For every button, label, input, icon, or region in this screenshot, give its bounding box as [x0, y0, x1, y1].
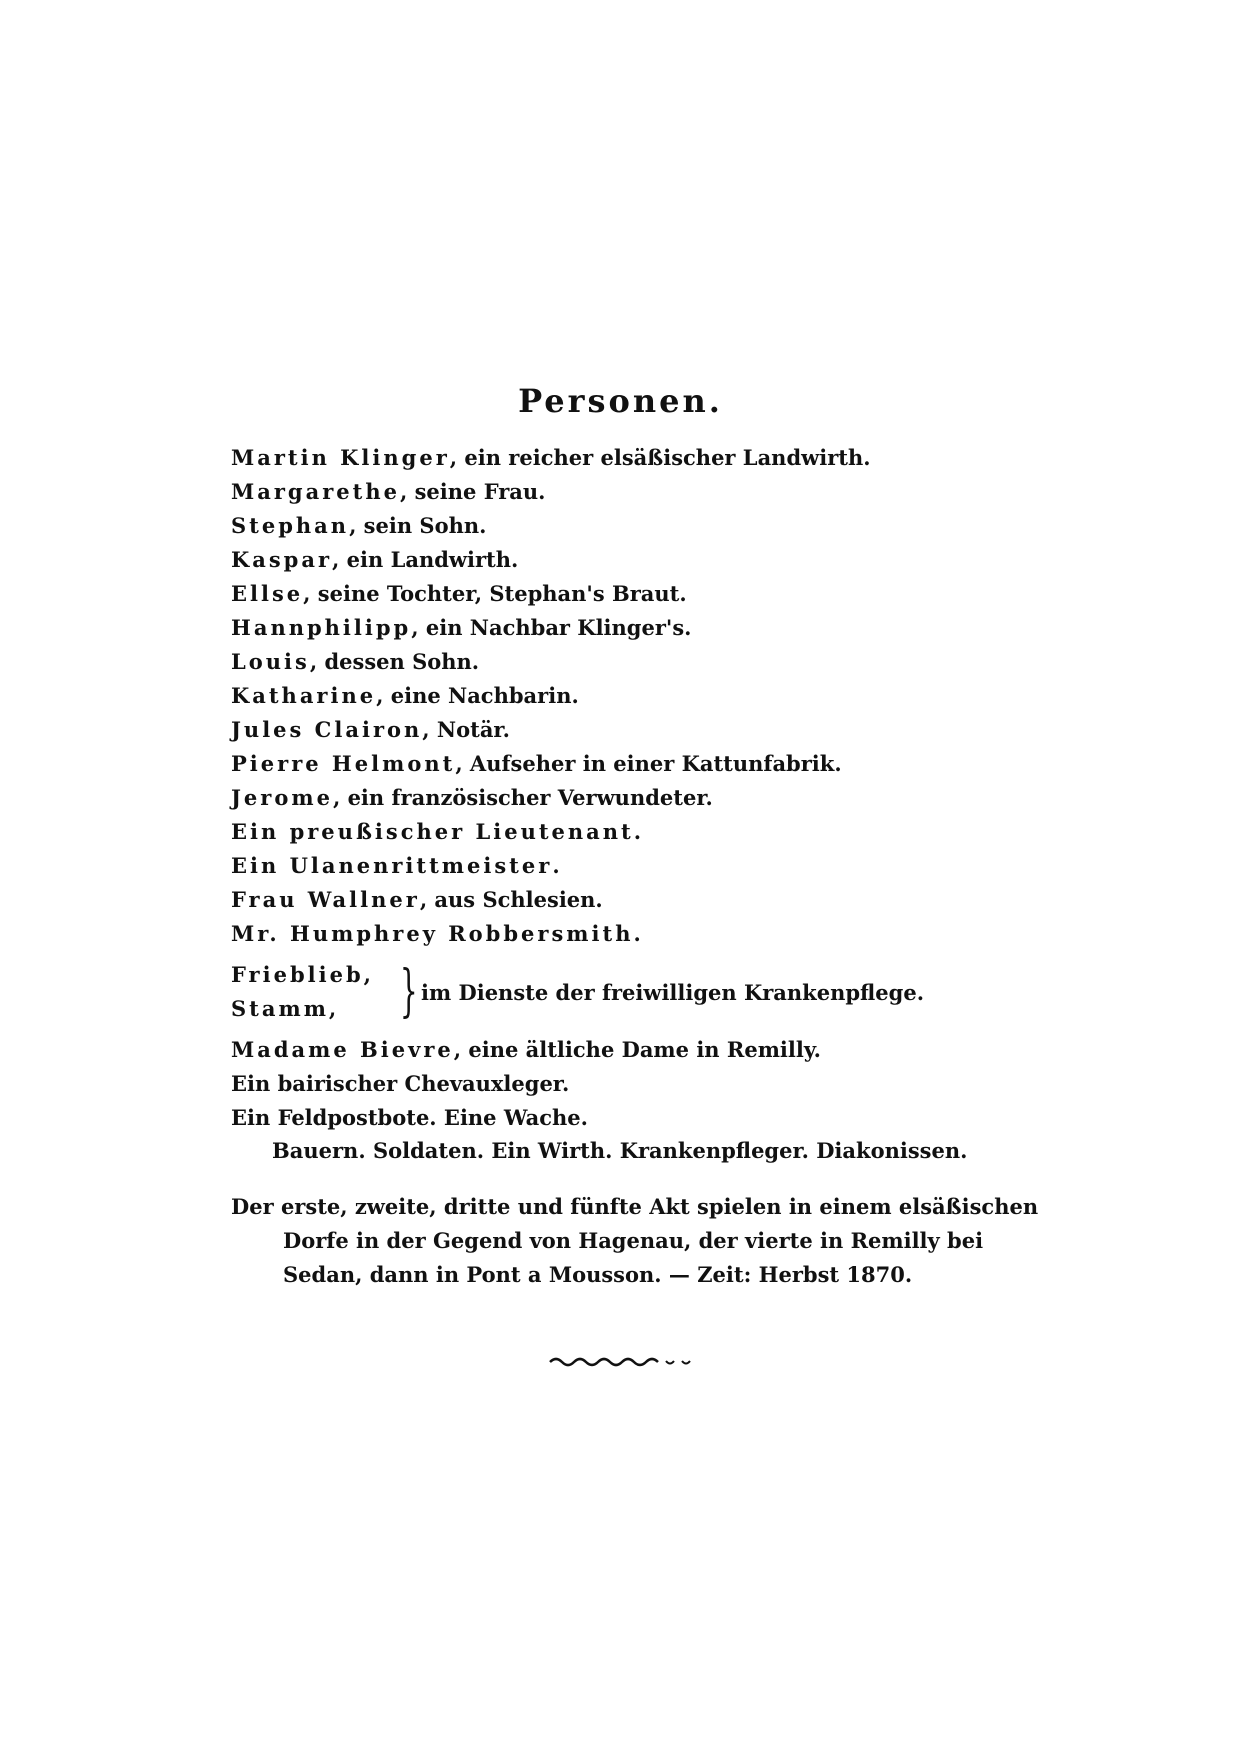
cast-brace-group [231, 960, 1131, 1030]
cast-entry: Katharine, eine Nachbarin. [231, 683, 579, 708]
cast-entry: Stephan, sein Sohn. [231, 513, 487, 538]
cast-entry: Kaspar, ein Landwirth. [231, 547, 519, 572]
cast-entry: Jerome, ein französischer Verwundeter. [231, 785, 713, 810]
brace-description: im Dienste der freiwilligen Krankenpflege. [421, 980, 925, 1005]
cast-entry: Martin Klinger, ein reicher elsäßischer Landwirth. [231, 445, 871, 470]
cast-entry: Ellse, seine Tochter, Stephan's Braut. [231, 581, 687, 606]
setting-line: Sedan, dann in Pont a Mousson. — Zeit: Herbst 1870. [283, 1262, 913, 1287]
cast-entry: Madame Bievre, eine ältliche Dame in Remilly. [231, 1037, 821, 1062]
cast-entry: Ein preußischer Lieutenant. [231, 819, 642, 844]
extras-line: Bauern. Soldaten. Ein Wirth. Krankenpfleger. Diakonissen. [272, 1138, 968, 1163]
setting-line: Der erste, zweite, dritte und fünfte Akt spielen in einem elsäßischen [231, 1194, 1039, 1219]
cast-entry: Hannphilipp, ein Nachbar Klinger's. [231, 615, 692, 640]
cast-entry: Ein Ulanenrittmeister. [231, 853, 560, 878]
cast-entry: Mr. Humphrey Robbersmith. [231, 921, 641, 946]
brace-name: Stamm, [231, 996, 340, 1021]
setting-paragraph [231, 1190, 1039, 1292]
cast-entry: Frau Wallner, aus Schlesien. [231, 887, 603, 912]
cast-entry: Ein bairischer Chevauxleger. [231, 1071, 570, 1096]
curly-brace-icon: } [399, 959, 418, 1024]
setting-line: Dorfe in der Gegend von Hagenau, der vierte in Remilly bei [283, 1228, 984, 1253]
cast-entry: Pierre Helmont, Aufseher in einer Kattunfabrik. [231, 751, 842, 776]
page-title: Personen. [518, 382, 723, 420]
cast-entry: Louis, dessen Sohn. [231, 649, 480, 674]
cast-entry: Jules Clairon, Notär. [231, 717, 510, 742]
wave-ornament-icon [548, 1352, 698, 1372]
brace-name: Frieblieb, [231, 962, 374, 987]
cast-entry: Ein Feldpostbote. Eine Wache. [231, 1105, 588, 1130]
cast-entry: Margarethe, seine Frau. [231, 479, 546, 504]
